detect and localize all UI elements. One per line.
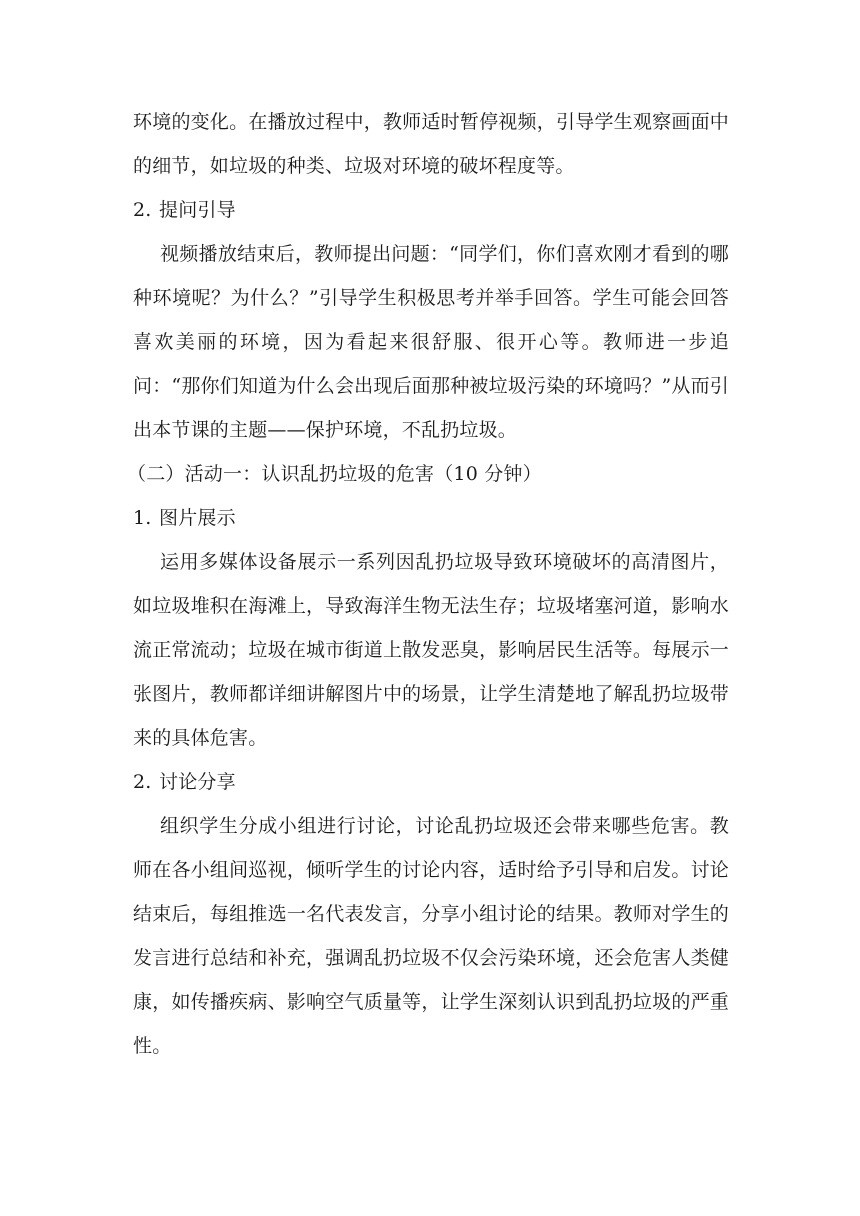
- heading-title: 提问引导: [159, 199, 236, 221]
- section-heading-activity-one: （二）活动一：认识乱扔垃圾的危害（10 分钟）: [127, 463, 542, 485]
- heading-number: 2.: [133, 199, 152, 221]
- heading-title: 图片展示: [159, 507, 236, 529]
- heading-number: 2.: [133, 771, 152, 793]
- question-paragraph: 视频播放结束后，教师提出问题：“同学们，你们喜欢刚才看到的哪种环境呢？为什么？”引导学生积极思考并举手回答。学生可能会回答喜欢美丽的环境，因为看起来很舒服、很开心等。教师进一步追问：“那你们知道为什么会出现后面那种被垃圾污染的环境吗？”从而引出本节课的主题——保护环境，不乱扔垃圾。: [133, 243, 729, 441]
- heading-number: 1.: [133, 507, 152, 529]
- heading-title: 讨论分享: [159, 771, 236, 793]
- document-page: [127, 100, 729, 1068]
- pictures-paragraph: 运用多媒体设备展示一系列因乱扔垃圾导致环境破坏的高清图片，如垃圾堆积在海滩上，导致海洋生物无法生存；垃圾堵塞河道，影响水流正常流动；垃圾在城市街道上散发恶臭，影响居民生活等。每展示一张图片，教师都详细讲解图片中的场景，让学生清楚地了解乱扔垃圾带来的具体危害。: [133, 551, 729, 749]
- heading-picture-display: [133, 496, 729, 540]
- discussion-paragraph: 组织学生分成小组进行讨论，讨论乱扔垃圾还会带来哪些危害。教师在各小组间巡视，倾听学生的讨论内容，适时给予引导和启发。讨论结束后，每组推选一名代表发言，分享小组讨论的结果。教师对学生的发言进行总结和补充，强调乱扔垃圾不仅会污染环境，还会危害人类健康，如传播疾病、影响空气质量等，让学生深刻认识到乱扔垃圾的严重性。: [133, 815, 729, 1057]
- intro-paragraph: 环境的变化。在播放过程中，教师适时暂停视频，引导学生观察画面中的细节，如垃圾的种类、垃圾对环境的破坏程度等。: [133, 111, 729, 177]
- heading-discussion-sharing: [133, 760, 729, 804]
- heading-question-guidance: [133, 188, 729, 232]
